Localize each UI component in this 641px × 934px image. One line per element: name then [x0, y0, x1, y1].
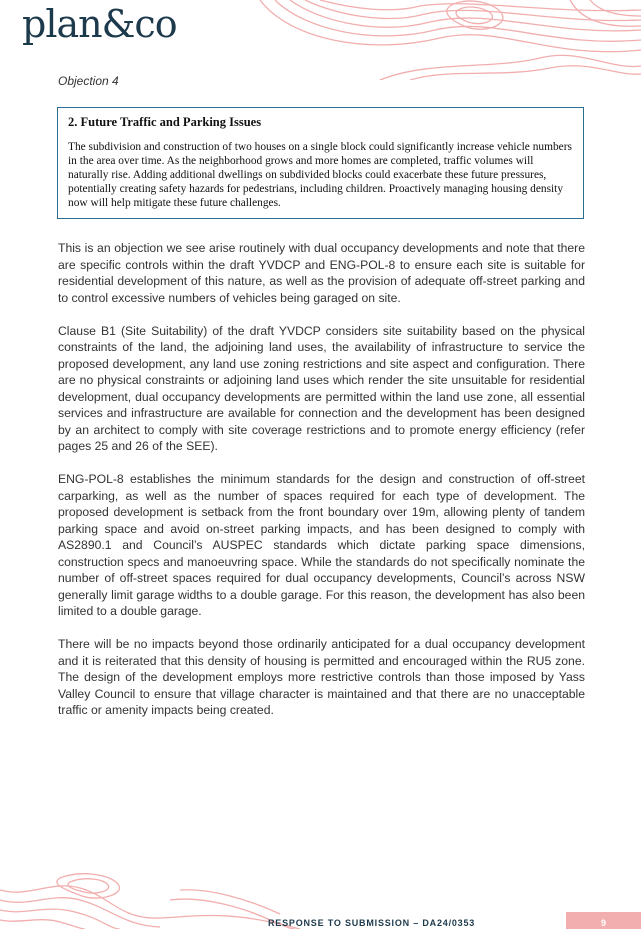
paragraph: This is an objection we see arise routinely with dual occupancy developments and note that there are specific controls within the draft YVDCP and ENG-POL-8 to ensure each site is suitable for residential development of this nature, as well as the provision of adequate off-street parking and to control excessive numbers of vehicles being garaged on site.: [58, 241, 585, 305]
topographic-pattern-top: [250, 0, 641, 80]
quote-body: The subdivision and construction of two houses on a single block could significantly increase vehicle numbers in the area over time. As the neighborhood grows and more homes are completed, traffic volumes will naturally rise. Adding additional dwellings on subdivided blocks could exacerbate these future pressures, potentially creating safety hazards for pedestrians, including children. Proactively managing housing density now will help mitigate these future challenges.: [68, 141, 572, 209]
paragraph: There will be no impacts beyond those ordinarily anticipated for a dual occupancy development and it is reiterated that this density of housing is permitted and encouraged within the RU5 zone. The design of the development employs more restrictive controls than those imposed by Yass Valley Council to ensure that village character is maintained and that there are no unacceptable traffic or amenity impacts being created.: [58, 637, 585, 717]
paragraph: Clause B1 (Site Suitability) of the draft YVDCP considers site suitability based on the physical constraints of the land, the adjoining land uses, the availability of infrastructure to service the proposed development, any land use zoning restrictions and site aspect and configuration. There are no physical constraints or adjoining land uses which render the site unsuitable for residential development, dual occupancy developments are permitted within the land use zone, all essential services and infrastructure are available for connection and the development has been designed by an architect to comply with site coverage restrictions and to promote energy efficiency (refer pages 25 and 26 of the SEE).: [58, 323, 585, 453]
submission-quote-box: [57, 107, 584, 219]
topographic-pattern-bottom: [0, 870, 300, 929]
response-body: [58, 240, 585, 735]
quote-title: 2. Future Traffic and Parking Issues: [68, 115, 262, 129]
page-number: 9: [566, 912, 641, 929]
objection-label: Objection 4: [58, 74, 119, 88]
paragraph: ENG-POL-8 establishes the minimum standards for the design and construction of off-street carparking, as well as the number of spaces required for each type of development. The proposed development is setback from the front boundary over 19m, allowing plenty of tandem parking space and avoid on-street parking impacts, and has been designed to comply with AS2890.1 and Council’s AUSPEC standards which dictate parking space dimensions, construction specs and manoeuvring space. While the standards do not specifically nominate the number of off-street spaces required for dual occupancy developments, Council’s across NSW generally limit garage widths to a double garage. For this reason, the development has also been limited to a double garage.: [58, 472, 585, 618]
footer-title: RESPONSE TO SUBMISSION – DA24/0353: [268, 918, 476, 928]
company-logo: plan&co: [22, 2, 177, 46]
